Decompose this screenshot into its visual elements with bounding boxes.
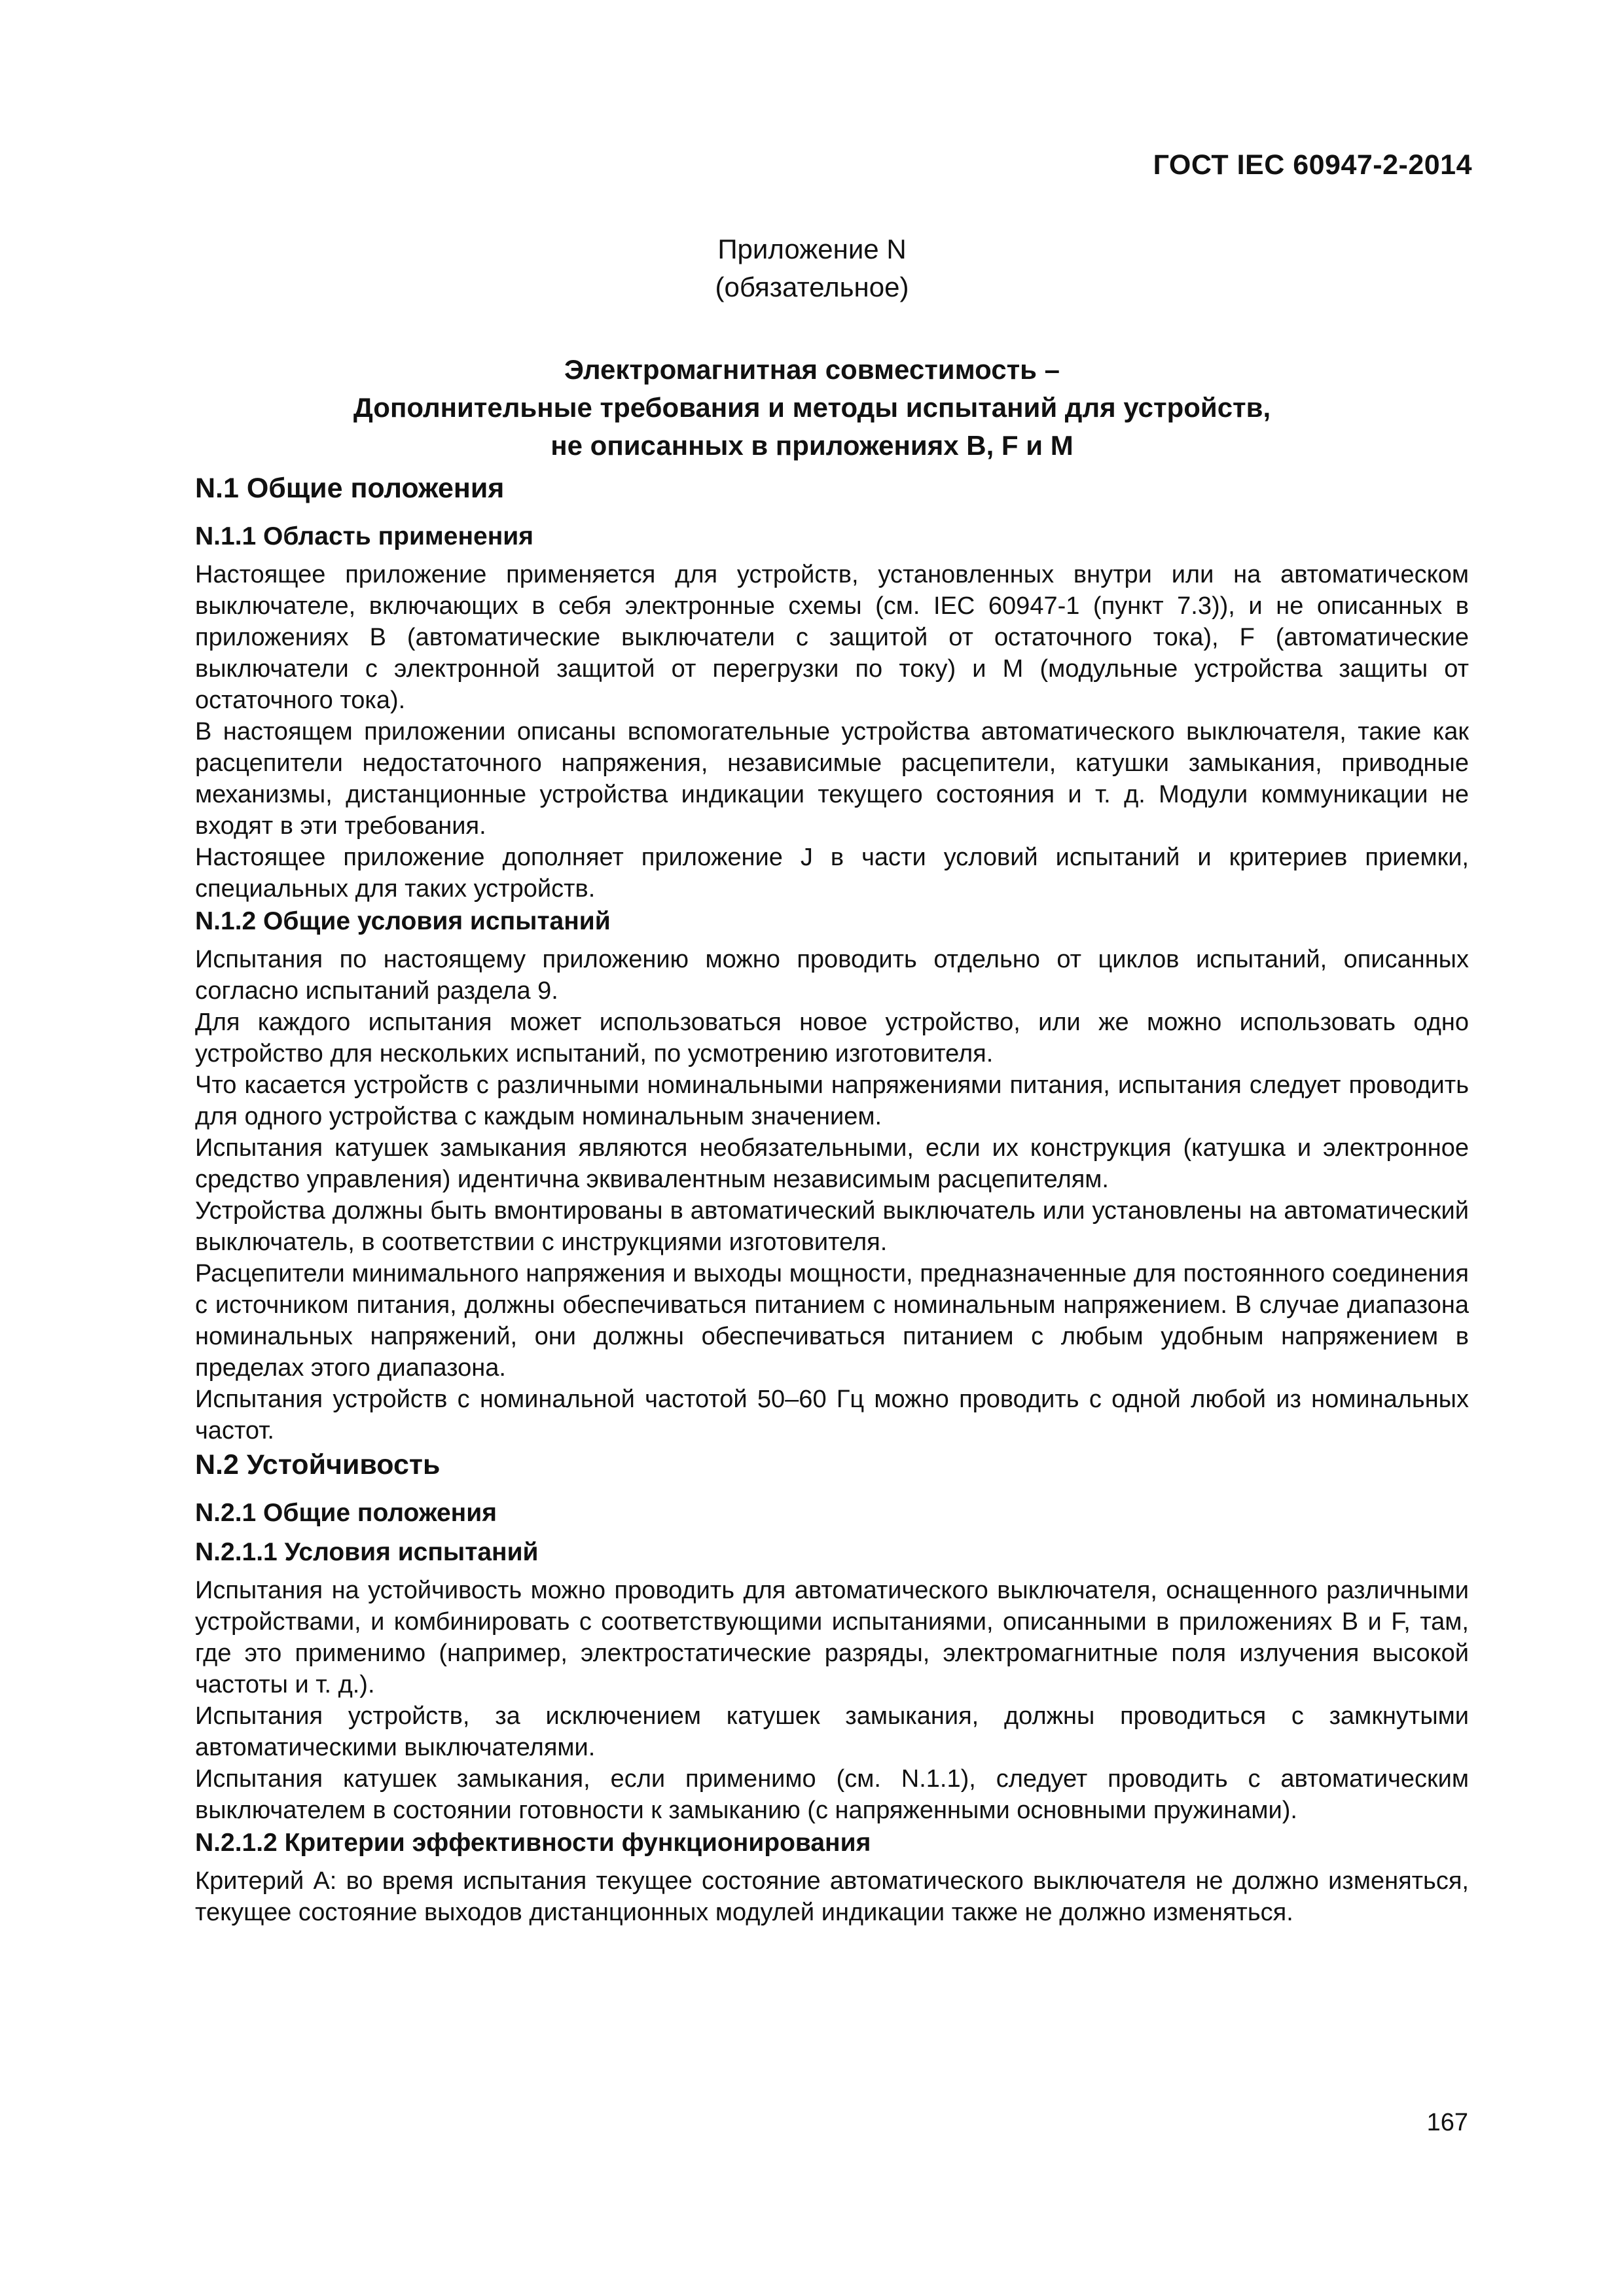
paragraph: Настоящее приложение применяется для устройств, установленных внутри или на автоматическом выключателе, включающих в себя электронные схемы (см. IEC 60947-1 (пункт 7.3)), и не описанных в приложениях B (автоматические выключатели с защитой от остаточного тока), F (автоматические выключатели с электронной защитой от перегрузки по току) и M (модульные устройства защиты от остаточного тока). xyxy=(195,561,1469,714)
annex-heading xyxy=(0,230,1624,465)
paragraph: Для каждого испытания может использоваться новое устройство, или же можно использовать одно устройство для нескольких испытаний, по усмотрению изготовителя. xyxy=(195,1009,1469,1067)
paragraph: Расцепители минимального напряжения и выходы мощности, предназначенные для постоянного соединения с источником питания, должны обеспечиваться питанием с номинальным напряжением. В случае диапазона номинальных напряжений, они должны обеспечиваться питанием с любым удобным напряжением в пределах этого диапазона. xyxy=(195,1260,1469,1382)
paragraph: Настоящее приложение дополняет приложение J в части условий испытаний и критериев приемки, специальных для таких устройств. xyxy=(195,844,1469,903)
paragraph: В настоящем приложении описаны вспомогательные устройства автоматического выключателя, такие как расцепители недостаточного напряжения, независимые расцепители, катушки замыкания, приводные механизмы, дистанционные устройства индикации текущего состояния и т. д. Модули коммуникации не входят в эти требования. xyxy=(195,718,1469,840)
annex-label: Приложение N xyxy=(717,234,907,264)
page-number: 167 xyxy=(1426,2109,1468,2136)
subsection-heading-n211: N.2.1.1 Условия испытаний xyxy=(195,1538,539,1566)
section-heading-n1: N.1 Общие положения xyxy=(195,473,505,504)
paragraph: Критерий A: во время испытания текущее состояние автоматического выключателя не должно изменяться, текущее состояние выходов дистанционных модулей индикации также не должно изменяться. xyxy=(195,1867,1469,1926)
section-heading-n2: N.2 Устойчивость xyxy=(195,1449,441,1480)
paragraph: Испытания катушек замыкания являются необязательными, если их конструкция (катушка и электронное средство управления) идентична эквивалентным независимым расцепителям. xyxy=(195,1134,1469,1193)
paragraph: Испытания устройств, за исключением катушек замыкания, должны проводиться с замкнутыми автоматическими выключателями. xyxy=(195,1702,1469,1761)
standard-code: ГОСТ IEC 60947-2-2014 xyxy=(1153,149,1472,181)
paragraph: Устройства должны быть вмонтированы в автоматический выключатель или установлены на автоматический выключатель, в соответствии с инструкциями изготовителя. xyxy=(195,1197,1469,1256)
paragraph: Испытания на устойчивость можно проводить для автоматического выключателя, оснащенного различными устройствами, и комбинировать с соответствующими испытаниями, описанными в приложениях B и F, там, где это применимо (например, электростатические разряды, электромагнитные поля излучения высокой частоты и т. д.). xyxy=(195,1577,1469,1698)
subsection-heading-n11: N.1.1 Область применения xyxy=(195,522,533,550)
subsection-heading-n12: N.1.2 Общие условия испытаний xyxy=(195,907,611,935)
annex-title-line-1: Электромагнитная совместимость – xyxy=(564,354,1060,385)
annex-title-line-3: не описанных в приложениях B, F и M xyxy=(550,430,1074,461)
annex-spacer xyxy=(0,306,1624,351)
subsection-heading-n212: N.2.1.2 Критерии эффективности функционирования xyxy=(195,1829,871,1857)
paragraph: Что касается устройств с различными номинальными напряжениями питания, испытания следует проводить для одного устройства с каждым номинальным значением. xyxy=(195,1071,1469,1130)
annex-status: (обязательное) xyxy=(715,272,909,302)
subsection-heading-n21: N.2.1 Общие положения xyxy=(195,1499,497,1527)
paragraph: Испытания катушек замыкания, если применимо (см. N.1.1), следует проводить с автоматическим выключателем в состоянии готовности к замыканию (с напряженными основными пружинами). xyxy=(195,1765,1469,1824)
paragraph: Испытания по настоящему приложению можно проводить отдельно от циклов испытаний, описанных согласно испытаний раздела 9. xyxy=(195,946,1469,1005)
paragraph: Испытания устройств с номинальной частотой 50–60 Гц можно проводить с одной любой из номинальных частот. xyxy=(195,1386,1469,1444)
document-body xyxy=(195,470,1469,1928)
annex-title-line-2: Дополнительные требования и методы испытаний для устройств, xyxy=(353,392,1271,423)
